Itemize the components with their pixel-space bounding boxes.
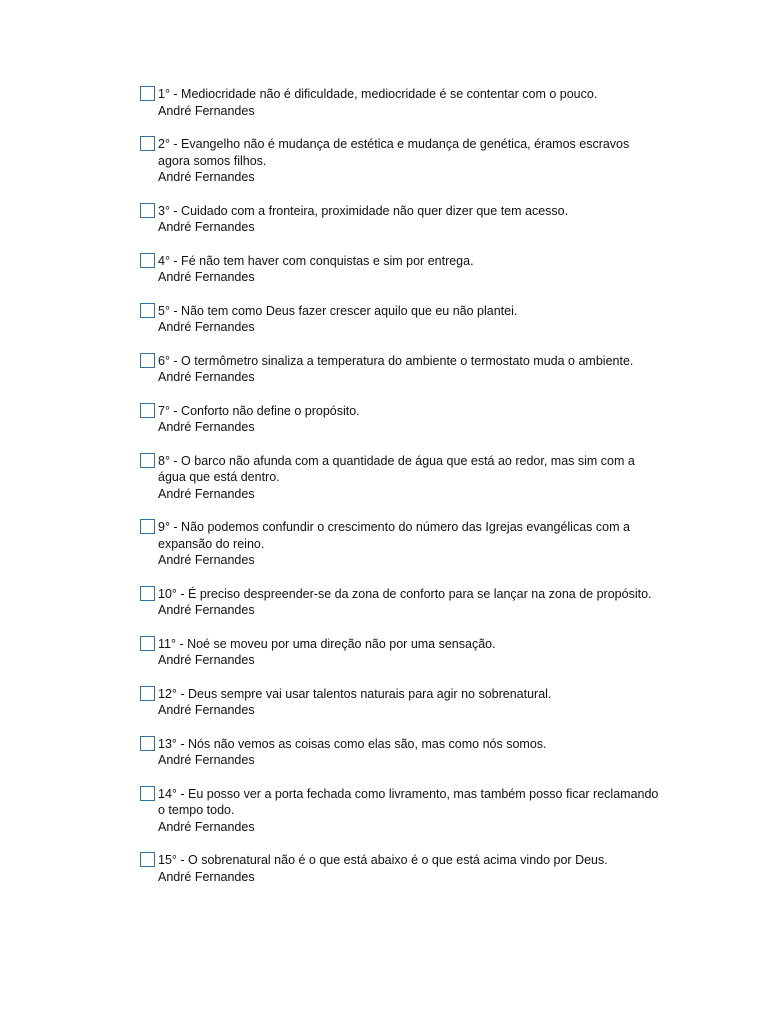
quote-text: 1° - Mediocridade não é dificuldade, mediocridade é se contentar com o pouco.: [158, 87, 598, 101]
quote-text: 11° - Noé se moveu por uma direção não por uma sensação.: [158, 636, 496, 651]
quote-author: André Fernandes: [158, 370, 255, 384]
list-item: [140, 86, 660, 119]
list-item: [140, 852, 660, 885]
list-item: [140, 403, 660, 436]
quote-author: André Fernandes: [158, 819, 255, 834]
quote-author: André Fernandes: [158, 270, 255, 284]
list-item: [140, 303, 660, 336]
quote-author: André Fernandes: [158, 653, 255, 667]
list-item: [140, 586, 660, 619]
list-item: [140, 253, 660, 286]
quote-text: 6° - O termômetro sinaliza a temperatura do ambiente o termostato muda o ambiente.: [158, 353, 634, 368]
list-item: [140, 203, 660, 236]
quote-author: André Fernandes: [158, 553, 255, 567]
quote-text: 4° - Fé não tem haver com conquistas e sim por entrega.: [158, 253, 474, 268]
checkbox[interactable]: [140, 303, 155, 318]
quote-author: André Fernandes: [158, 869, 255, 884]
list-item: [140, 686, 660, 719]
checkbox[interactable]: [140, 453, 155, 468]
quote-list: [140, 86, 660, 902]
checkbox[interactable]: [140, 403, 155, 418]
quote-author: André Fernandes: [158, 320, 255, 334]
quote-text: 7° - Conforto não define o propósito.: [158, 403, 360, 418]
list-item: [140, 453, 660, 503]
checkbox[interactable]: [140, 852, 155, 867]
list-item: [140, 736, 660, 769]
checkbox[interactable]: [140, 519, 155, 534]
quote-text: 13° - Nós não vemos as coisas como elas são, mas como nós somos.: [158, 736, 547, 751]
quote-text: 3° - Cuidado com a fronteira, proximidade não quer dizer que tem acesso.: [158, 203, 569, 218]
checkbox[interactable]: [140, 253, 155, 268]
checkbox[interactable]: [140, 786, 155, 801]
quote-author: André Fernandes: [158, 170, 255, 184]
checkbox[interactable]: [140, 203, 155, 218]
quote-text: 10° - É preciso despreender-se da zona de conforto para se lançar na zona de propósito.: [158, 586, 652, 601]
quote-text: 14° - Eu posso ver a porta fechada como livramento, mas também posso ficar reclamando o tempo todo.: [158, 786, 659, 817]
quote-author: André Fernandes: [158, 486, 255, 501]
quote-text: 15° - O sobrenatural não é o que está abaixo é o que está acima vindo por Deus.: [158, 853, 608, 867]
list-item: [140, 353, 660, 386]
quote-text: 12° - Deus sempre vai usar talentos naturais para agir no sobrenatural.: [158, 686, 552, 701]
quote-author: André Fernandes: [158, 603, 255, 617]
list-item: [140, 636, 660, 669]
quote-text: 2° - Evangelho não é mudança de estética e mudança de genética, éramos escravos agora somos filhos.: [158, 137, 630, 168]
checkbox[interactable]: [140, 586, 155, 601]
list-item: [140, 786, 660, 836]
quote-author: André Fernandes: [158, 703, 255, 717]
quote-author: André Fernandes: [158, 420, 255, 434]
list-item: [140, 519, 660, 569]
checkbox[interactable]: [140, 736, 155, 751]
checkbox[interactable]: [140, 686, 155, 701]
checkbox[interactable]: [140, 353, 155, 368]
quote-author: André Fernandes: [158, 103, 255, 118]
quote-text: 9° - Não podemos confundir o crescimento do número das Igrejas evangélicas com a expansão do reino.: [158, 520, 630, 551]
quote-text: 5° - Não tem como Deus fazer crescer aquilo que eu não plantei.: [158, 303, 518, 318]
checkbox[interactable]: [140, 636, 155, 651]
quote-author: André Fernandes: [158, 753, 255, 767]
checkbox[interactable]: [140, 136, 155, 151]
quote-author: André Fernandes: [158, 220, 255, 234]
checkbox[interactable]: [140, 86, 155, 101]
quote-text: 8° - O barco não afunda com a quantidade de água que está ao redor, mas sim com a água que está dentro.: [158, 453, 635, 484]
list-item: [140, 136, 660, 186]
